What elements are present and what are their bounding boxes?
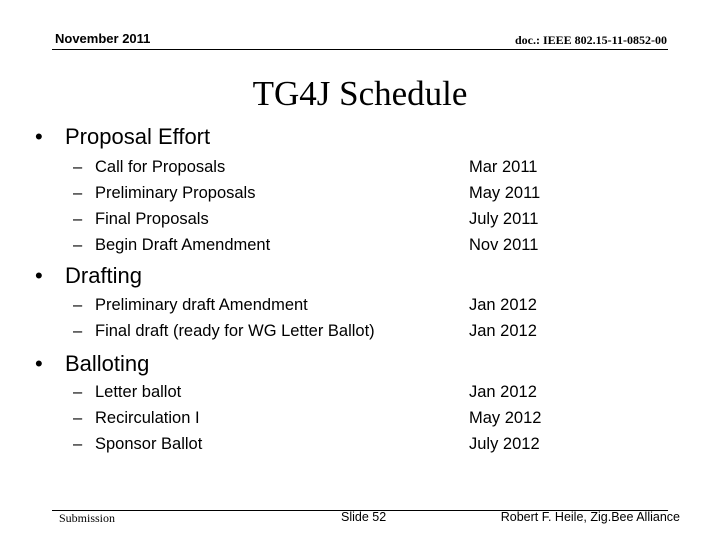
bullet-label: Drafting <box>65 263 143 288</box>
sub-item-date: Jan 2012 <box>469 296 537 314</box>
sub-item-text: Preliminary Proposals <box>95 184 256 202</box>
dash-glyph: – <box>73 322 83 340</box>
sub-item-date: July 2012 <box>469 435 540 453</box>
bullet-drafting <box>35 263 142 289</box>
dash-glyph: – <box>73 409 83 427</box>
bullet-label: Balloting <box>65 351 150 376</box>
bullet-glyph: • <box>35 351 43 376</box>
sub-item <box>73 158 225 177</box>
bullet-label: Proposal Effort <box>65 124 211 149</box>
sub-item-date: May 2012 <box>469 409 542 427</box>
sub-item <box>73 184 255 203</box>
sub-item-text: Final draft (ready for WG Letter Ballot) <box>95 322 375 340</box>
sub-item <box>73 435 202 454</box>
bullet-proposal-effort <box>35 124 210 150</box>
sub-item-date: May 2011 <box>469 184 541 202</box>
bullet-glyph: • <box>35 124 43 149</box>
header-divider <box>52 49 668 50</box>
dash-glyph: – <box>73 236 83 254</box>
dash-glyph: – <box>73 210 83 228</box>
sub-item-date: July 2011 <box>469 210 539 228</box>
sub-item <box>73 236 270 255</box>
slide-title: TG4J Schedule <box>252 74 468 113</box>
sub-item-text: Preliminary draft Amendment <box>95 296 308 314</box>
footer-author: Robert F. Heile, Zig.Bee Alliance <box>500 510 680 524</box>
sub-item-date: Jan 2012 <box>469 322 537 340</box>
sub-item-text: Call for Proposals <box>95 158 226 176</box>
sub-item <box>73 296 308 315</box>
footer-submission: Submission <box>59 511 116 525</box>
bullet-balloting <box>35 351 149 377</box>
sub-item-text: Final Proposals <box>95 210 209 228</box>
sub-item-date: Mar 2011 <box>469 158 538 176</box>
sub-item <box>73 210 209 229</box>
sub-item-date: Jan 2012 <box>469 383 537 401</box>
sub-item <box>73 409 200 428</box>
bullet-glyph: • <box>35 263 43 288</box>
dash-glyph: – <box>73 383 83 401</box>
sub-item-text: Begin Draft Amendment <box>95 236 271 254</box>
sub-item-date: Nov 2011 <box>469 236 539 254</box>
sub-item-text: Letter ballot <box>95 383 182 401</box>
sub-item-text: Recirculation I <box>95 409 200 427</box>
sub-item-text: Sponsor Ballot <box>95 435 203 453</box>
sub-item <box>73 383 181 402</box>
dash-glyph: – <box>73 435 83 453</box>
dash-glyph: – <box>73 158 83 176</box>
sub-item <box>73 322 375 341</box>
dash-glyph: – <box>73 296 83 314</box>
header-date: November 2011 <box>55 31 151 46</box>
header-doc-id: doc.: IEEE 802.15-11-0852-00 <box>514 33 667 47</box>
footer-slide-number: Slide 52 <box>341 510 387 524</box>
dash-glyph: – <box>73 184 83 202</box>
